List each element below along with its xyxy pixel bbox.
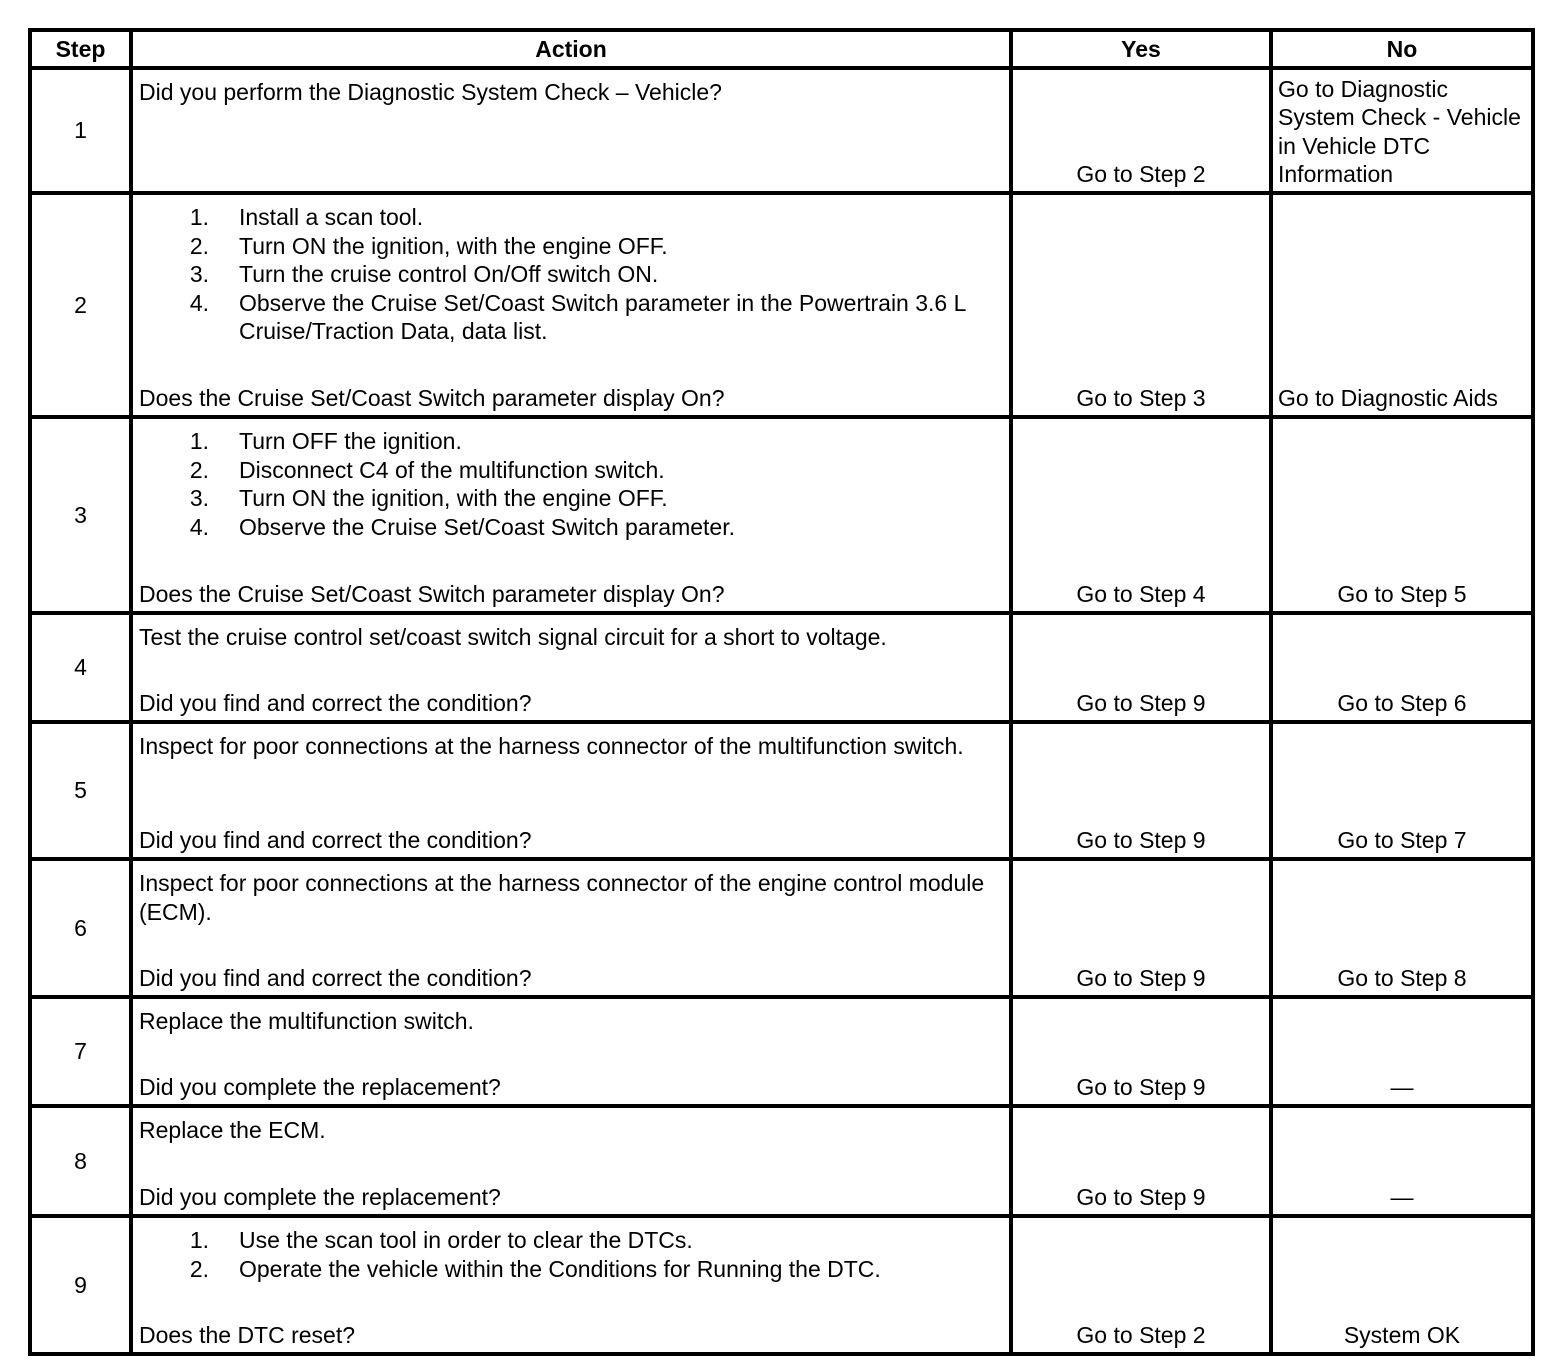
yes-result: Go to Step 9 [1011, 997, 1271, 1106]
instruction-item: 2. Disconnect C4 of the multifunction switch. [189, 456, 665, 483]
action-question: Did you find and correct the condition? [139, 690, 532, 717]
table-row [30, 997, 1533, 1106]
instruction-item: 2. Turn ON the ignition, with the engine OFF. [189, 232, 668, 259]
instruction-list [139, 203, 1003, 346]
instruction-item: 4. Observe the Cruise Set/Coast Switch parameter. [189, 513, 735, 540]
yes-result: Go to Step 3 [1011, 193, 1271, 417]
header-row [30, 30, 1533, 68]
yes-result: Go to Step 2 [1011, 1216, 1271, 1354]
table-row [30, 193, 1533, 417]
action-question: Did you find and correct the condition? [139, 965, 532, 992]
step-number: 2 [30, 193, 131, 417]
no-result: — [1271, 1106, 1533, 1216]
table-row [30, 1216, 1533, 1354]
action-cell [131, 68, 1011, 193]
action-question: Did you complete the replacement? [139, 1184, 501, 1211]
step-number: 7 [30, 997, 131, 1106]
action-question: Does the Cruise Set/Coast Switch parameter display On? [139, 581, 725, 608]
action-cell [131, 997, 1011, 1106]
table-row [30, 417, 1533, 613]
instruction-item: 1. Use the scan tool in order to clear the DTCs. [189, 1227, 693, 1253]
instruction-item: 3. Turn ON the ignition, with the engine OFF. [189, 485, 668, 512]
header-no: No [1271, 30, 1533, 68]
step-number: 5 [30, 722, 131, 859]
action-cell [131, 613, 1011, 722]
instruction-list [139, 427, 1003, 541]
instruction-item: 2. Operate the vehicle within the Conditions for Running the DTC. [189, 1255, 881, 1282]
instruction-item: 1. Install a scan tool. [189, 204, 424, 230]
action-text: Did you perform the Diagnostic System Check – Vehicle? [139, 79, 722, 105]
no-result: Go to Diagnostic System Check - Vehicle in Vehicle DTC Information [1271, 68, 1533, 193]
table-row [30, 859, 1533, 997]
action-cell [131, 193, 1011, 417]
no-result: — [1271, 997, 1533, 1106]
no-result: Go to Step 6 [1271, 613, 1533, 722]
no-result: Go to Step 8 [1271, 859, 1533, 997]
action-cell [131, 722, 1011, 859]
yes-result: Go to Step 2 [1011, 68, 1271, 193]
action-text: Replace the multifunction switch. [139, 1008, 474, 1034]
table-row [30, 613, 1533, 722]
table-row [30, 722, 1533, 859]
no-result: System OK [1271, 1216, 1533, 1354]
no-result: Go to Diagnostic Aids [1271, 193, 1533, 417]
diagnostic-table [28, 28, 1535, 1356]
action-cell [131, 1106, 1011, 1216]
action-question: Did you complete the replacement? [139, 1074, 501, 1101]
action-question: Did you find and correct the condition? [139, 827, 532, 854]
action-text: Replace the ECM. [139, 1117, 326, 1143]
action-text: Test the cruise control set/coast switch signal circuit for a short to voltage. [139, 624, 887, 650]
step-number: 3 [30, 417, 131, 613]
instruction-item: 4. Observe the Cruise Set/Coast Switch parameter in the Powertrain 3.6 L Cruise/Traction Data, data list. [189, 289, 966, 345]
table-row [30, 1106, 1533, 1216]
instruction-item: 1. Turn OFF the ignition. [189, 428, 462, 454]
yes-result: Go to Step 4 [1011, 417, 1271, 613]
step-number: 8 [30, 1106, 131, 1216]
yes-result: Go to Step 9 [1011, 859, 1271, 997]
action-question: Does the DTC reset? [139, 1322, 356, 1349]
header-yes: Yes [1011, 30, 1271, 68]
step-number: 9 [30, 1216, 131, 1354]
step-number: 1 [30, 68, 131, 193]
yes-result: Go to Step 9 [1011, 613, 1271, 722]
step-number: 4 [30, 613, 131, 722]
action-cell [131, 859, 1011, 997]
instruction-list [139, 1226, 1003, 1283]
action-question: Does the Cruise Set/Coast Switch parameter display On? [139, 385, 725, 412]
action-cell [131, 417, 1011, 613]
yes-result: Go to Step 9 [1011, 722, 1271, 859]
action-text: Inspect for poor connections at the harness connector of the multifunction switch. [139, 733, 964, 759]
header-action: Action [131, 30, 1011, 68]
step-number: 6 [30, 859, 131, 997]
yes-result: Go to Step 9 [1011, 1106, 1271, 1216]
instruction-item: 3. Turn the cruise control On/Off switch ON. [189, 261, 659, 288]
action-text: Inspect for poor connections at the harness connector of the engine control module (ECM). [139, 870, 985, 925]
table-row [30, 68, 1533, 193]
no-result: Go to Step 7 [1271, 722, 1533, 859]
header-step: Step [30, 30, 131, 68]
no-result: Go to Step 5 [1271, 417, 1533, 613]
action-cell [131, 1216, 1011, 1354]
